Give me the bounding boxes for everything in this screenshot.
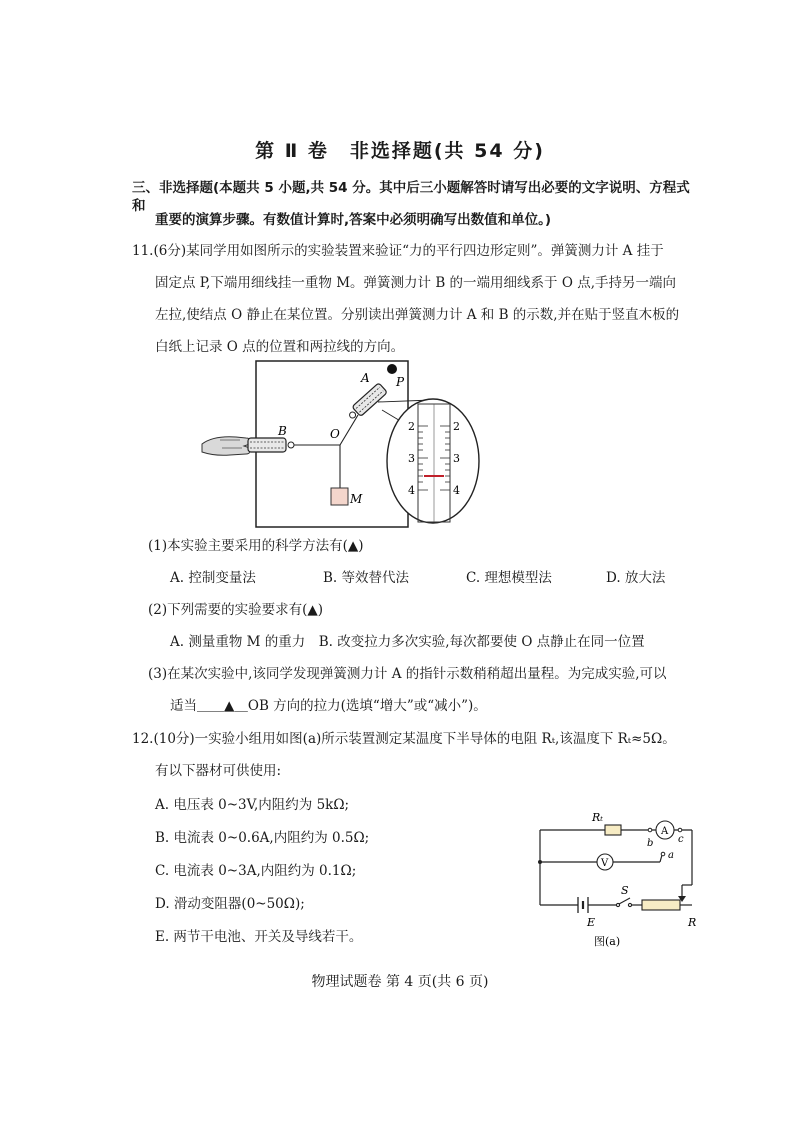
terminal-a (661, 852, 665, 856)
fixed-point-P (387, 364, 397, 374)
scale-tick-3-left: 3 (408, 452, 415, 465)
q12-item-b: B. 电流表 0~0.6A,内阻约为 0.5Ω; (155, 830, 370, 846)
label-R: R (688, 916, 697, 929)
q11-sub1: (1)本实验主要采用的科学方法有(▲) (148, 538, 364, 554)
rheostat-R (642, 900, 680, 910)
label-S: S (621, 884, 629, 897)
page-title: 第 Ⅱ 卷 非选择题(共 54 分) (255, 140, 545, 162)
scale-tick-4-right: 4 (453, 484, 460, 497)
label-P: P (396, 375, 405, 389)
string-O-A (340, 415, 358, 445)
q11-sub1-option-d: D. 放大法 (606, 570, 666, 586)
q11-sub3-line2: 适当＿＿▲＿OB 方向的拉力(选填“增大”或“减小”)。 (170, 698, 487, 714)
circuit-figure-a (530, 805, 710, 955)
q12-item-e: E. 两节干电池、开关及导线若干。 (155, 929, 363, 945)
label-voltmeter: V (601, 858, 609, 869)
label-c: c (678, 834, 684, 845)
q12-line2: 有以下器材可供使用: (155, 763, 282, 779)
q12-item-d: D. 滑动变阻器(0~50Ω); (155, 896, 305, 912)
weight-M (331, 488, 348, 505)
label-Rt: Rₜ (592, 811, 603, 824)
label-A: A (361, 371, 370, 385)
q11-line2: 固定点 P,下端用细线挂一重物 M。弹簧测力计 B 的一端用细线系于 O 点,手持另一端向 (155, 275, 676, 291)
scale-tick-2-left: 2 (408, 420, 415, 433)
section-header-line2: 重要的演算步骤。有数值计算时,答案中必须明确写出数值和单位。) (155, 212, 552, 228)
q11-line3: 左拉,使结点 O 静止在某位置。分别读出弹簧测力计 A 和 B 的示数,并在贴于竖直木板的 (155, 307, 680, 323)
q11-line4: 白纸上记录 O 点的位置和两拉线的方向。 (155, 339, 405, 355)
q11-apparatus-figure (200, 358, 500, 538)
q11-sub1-option-b: B. 等效替代法 (323, 570, 410, 586)
scale-tick-4-left: 4 (408, 484, 415, 497)
q11-sub3-line1: (3)在某次实验中,该同学发现弹簧测力计 A 的指针示数稍稍超出量程。为完成实验,可以 (148, 666, 667, 682)
q11-sub2: (2)下列需要的实验要求有(▲) (148, 602, 324, 618)
scale-tick-3-right: 3 (453, 452, 460, 465)
label-B: B (278, 424, 287, 438)
spring-balance-B (248, 438, 294, 452)
q12-item-a: A. 电压表 0~3V,内阻约为 5kΩ; (155, 797, 350, 813)
label-E: E (587, 916, 596, 929)
scale-tick-2-right: 2 (453, 420, 460, 433)
label-b: b (647, 838, 654, 849)
hand-icon (202, 437, 251, 456)
q12-line1: 12.(10分)一实验小组用如图(a)所示装置测定某温度下半导体的电阻 Rₜ,该温度下 Rₜ≈5Ω。 (132, 731, 676, 747)
q11-sub1-option-a: A. 控制变量法 (170, 570, 256, 586)
switch-icon (616, 898, 631, 907)
q11-sub2-options: A. 测量重物 M 的重力 B. 改变拉力多次实验,每次都要使 O 点静止在同一位置 (170, 634, 645, 650)
label-ammeter: A (661, 826, 669, 837)
q11-sub1-option-c: C. 理想模型法 (466, 570, 552, 586)
terminal-b (648, 828, 652, 832)
figure-caption: 图(a) (594, 935, 621, 948)
label-M: M (350, 492, 363, 506)
q12-item-c: C. 电流表 0~3A,内阻约为 0.1Ω; (155, 863, 357, 879)
q11-line1: 11.(6分)某同学用如图所示的实验装置来验证“力的平行四边形定则”。弹簧测力计 A 挂于 (132, 243, 664, 259)
label-a: a (668, 850, 674, 861)
battery-icon (578, 897, 588, 913)
terminal-c (678, 828, 682, 832)
junction-dot (538, 860, 542, 864)
resistor-Rt (605, 825, 621, 835)
section-header-line1: 三、非选择题(本题共 5 小题,共 54 分。其中后三小题解答时请写出必要的文字说明、方程式和 (132, 180, 690, 214)
page-footer: 物理试题卷 第 4 页(共 6 页) (311, 974, 489, 990)
label-O: O (330, 427, 340, 441)
magnified-scale (387, 399, 479, 523)
